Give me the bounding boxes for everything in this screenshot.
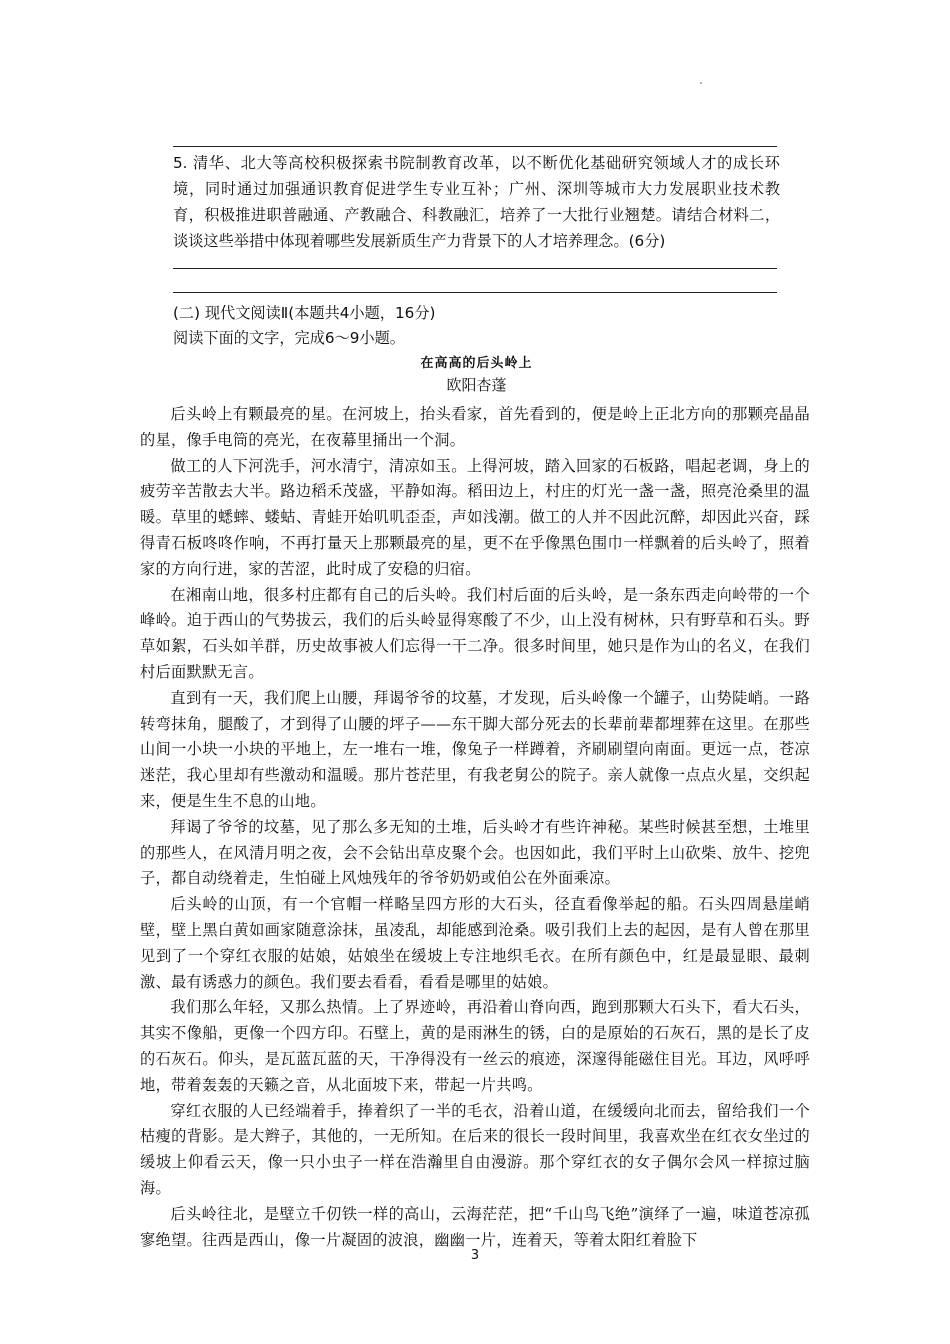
- paragraph: 穿红衣服的人已经端着手，捧着织了一半的毛衣，沿着山道，在缓缓向北而去，留给我们一个枯瘦的背影。是大辫子，其他的，一无所知。在后来的很长一段时间里，我喜欢坐在红衣女坐过的缓坡上仰看云天，像一只小虫子一样在浩瀚里自由漫游。那个穿红衣的女子偶尔会风一样掠过脑海。: [140, 1101, 810, 1197]
- paragraph: 后头岭上有颗最亮的星。在河坡上，抬头看家，首先看到的，便是岭上正北方向的那颗亮晶晶的星，像手电筒的亮光，在夜幕里捅出一个洞。: [140, 405, 810, 449]
- paragraph: 后头岭往北，是壁立千仞铁一样的高山，云海茫茫，把“千山鸟飞绝”演绎了一遍，味道苍凉孤寥绝望。往西是西山，像一片凝固的波浪，幽幽一片，连着天，等着太阳红着脸下: [140, 1204, 810, 1249]
- page-number: 3: [470, 1248, 480, 1263]
- answer-line-2: [173, 268, 777, 269]
- article-title: 在高高的后头岭上: [420, 356, 533, 371]
- article-author: 欧阳杏蓬: [446, 376, 507, 394]
- article-body: [140, 402, 810, 1253]
- answer-line-1: [173, 146, 777, 147]
- answer-line-3: [173, 292, 777, 293]
- question-5: 5. 清华、北大等高校积极探索书院制教育改革，以不断优化基础研究领域人才的成长环境，同时通过加强通识教育促进学生专业互补；广州、深圳等城市大力发展职业技术教育，积极推进职普融通、产教融合、科教融汇，培养了一大批行业翘楚。请结合材料二，谈谈这些举措中体现着哪些发展新质生产力背景下的人才培养理念。(6分): [173, 154, 780, 250]
- paragraph: 拜谒了爷爷的坟墓，见了那么多无知的土堆，后头岭才有些许神秘。某些时候甚至想，土堆里的那些人，在风清月明之夜，会不会钻出草皮聚个会。也因如此，我们平时上山砍柴、放牛、挖兜子，都自动绕着走，生怕碰上风烛残年的爷爷奶奶或伯公在外面乘凉。: [140, 817, 810, 888]
- paragraph: 在湘南山地，很多村庄都有自己的后头岭。我们村后面的后头岭，是一条东西走向岭带的一个峰岭。迫于西山的气势拔云，我们的后头岭显得寒酸了不少，山上没有树林，只有野草和石头。野草如絮，石头如羊群，历史故事被人们忘得一干二净。很多时间里，她只是作为山的名义，在我们村后面默默无言。: [140, 585, 810, 681]
- paragraph: 后头岭的山顶，有一个官帽一样略呈四方形的大石头，径直看像举起的船。石头四周悬崖峭壁，壁上黑白黄如画家随意涂抹，虽凌乱，却能感到沧桑。吸引我们上去的起因，是有人曾在那里见到了一个穿红衣服的姑娘，姑娘坐在缓坡上专注地织毛衣。在所有颜色中，红是最显眼、最刺激、最有诱惑力的颜色。我们要去看看，看看是哪里的姑娘。: [140, 895, 810, 991]
- paragraph: 我们那么年轻，又那么热情。上了界迹岭，再沿着山脊向西，跑到那颗大石头下，看大石头，其实不像船，更像一个四方印。石壁上，黄的是雨淋生的锈，白的是原始的石灰石，黑的是长了皮的石灰石。仰头，是瓦蓝瓦蓝的天，干净得没有一丝云的痕迹，深邃得能磁住目光。耳边，风呼呼地，带着轰轰的天籁之音，从北面坡下来，带起一片共鸣。: [140, 998, 810, 1094]
- section-instruction: 阅读下面的文字，完成6～9小题。: [173, 329, 405, 347]
- section-heading: (二) 现代文阅读Ⅱ(本题共4小题，16分): [173, 304, 436, 322]
- scan-speck: [700, 82, 702, 84]
- paragraph: 做工的人下河洗手，河水清宁，清凉如玉。上得河坡，踏入回家的石板路，唱起老调，身上的疲劳辛苦散去大半。路边稻禾茂盛，平静如海。稻田边上，村庄的灯光一盏一盏，照亮沧桑里的温暖。草里的蟋蟀、蝼蛄、青蛙开始叽叽歪歪，声如浅潮。做工的人并不因此沉醉，却因此兴奋，踩得青石板咚咚作响，不再打量天上那颗最亮的星，更不在乎像黑色围巾一样飘着的后头岭了，照着家的方向行进，家的苦涩，此时成了安稳的归宿。: [140, 456, 810, 578]
- paragraph: 直到有一天，我们爬上山腰，拜谒爷爷的坟墓，才发现，后头岭像一个罐子，山势陡峭。一路转弯抹角，腿酸了，才到得了山腰的坪子——东干脚大部分死去的长辈前辈都埋葬在这里。在那些山间一小块一小块的平地上，左一堆右一堆，像兔子一样蹲着，齐刷刷望向南面。更远一点，苍凉迷茫，我心里却有些激动和温暖。那片苍茫里，有我老舅公的院子。亲人就像一点点火星，交织起来，便是生生不息的山地。: [140, 688, 810, 810]
